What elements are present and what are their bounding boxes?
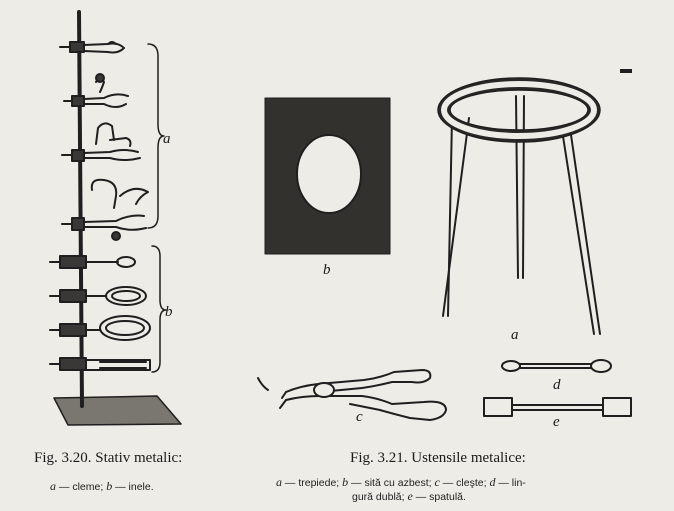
tongs-illustration xyxy=(258,370,446,420)
stand-clamp xyxy=(64,74,128,107)
stand-base xyxy=(54,396,181,425)
figure-321-legend-line1 xyxy=(276,475,526,490)
label-a-tripod: a xyxy=(511,327,519,343)
figure-321-legend-line2 xyxy=(352,489,466,504)
legend-text: — spatulă. xyxy=(412,491,466,503)
tripod-illustration xyxy=(438,78,600,334)
legend-key: d xyxy=(489,475,496,489)
legend-text: — sită cu azbest; xyxy=(348,477,435,489)
legend-text: — cleşte; xyxy=(439,477,490,489)
legend-text: — inele. xyxy=(112,481,154,493)
legend-text: — lin- xyxy=(495,477,526,489)
stand-clamp xyxy=(60,42,124,53)
legend-key: a xyxy=(50,479,56,493)
legend-text: — trepiede; xyxy=(282,477,343,489)
stand-ring xyxy=(50,358,150,370)
legend-text: gură dublă; xyxy=(352,491,408,503)
legend-key: b xyxy=(106,479,113,493)
brace-rings xyxy=(152,246,166,372)
legend-key: b xyxy=(342,475,349,489)
stand-ring xyxy=(50,256,135,268)
figure-320-legend xyxy=(50,479,154,494)
label-d-double-spoon: d xyxy=(553,377,561,393)
legend-key: e xyxy=(407,489,413,503)
label-e-spatula: e xyxy=(553,414,560,430)
label-c-tongs: c xyxy=(356,409,363,425)
double-spoon-illustration xyxy=(502,360,611,372)
metal-stand-illustration xyxy=(50,12,181,425)
stand-ring xyxy=(50,287,146,305)
stand-clamp xyxy=(62,180,148,240)
label-a-clamps: a xyxy=(163,131,171,147)
stand-ring xyxy=(50,316,150,340)
legend-text: — cleme; xyxy=(56,481,107,493)
label-b-rings: b xyxy=(165,304,173,320)
figure-320-caption: Fig. 3.20. Stativ metalic: xyxy=(34,450,183,466)
stand-rod xyxy=(79,12,82,406)
figure-321-caption: Fig. 3.21. Ustensile metalice: xyxy=(350,450,526,466)
asbestos-sieve-illustration xyxy=(265,98,390,254)
legend-key: c xyxy=(434,475,440,489)
legend-key: a xyxy=(276,475,282,489)
brace-clamps xyxy=(148,44,164,228)
stand-clamp xyxy=(62,123,140,161)
sieve-asbestos-center xyxy=(297,135,361,213)
label-b-sieve: b xyxy=(323,262,331,278)
